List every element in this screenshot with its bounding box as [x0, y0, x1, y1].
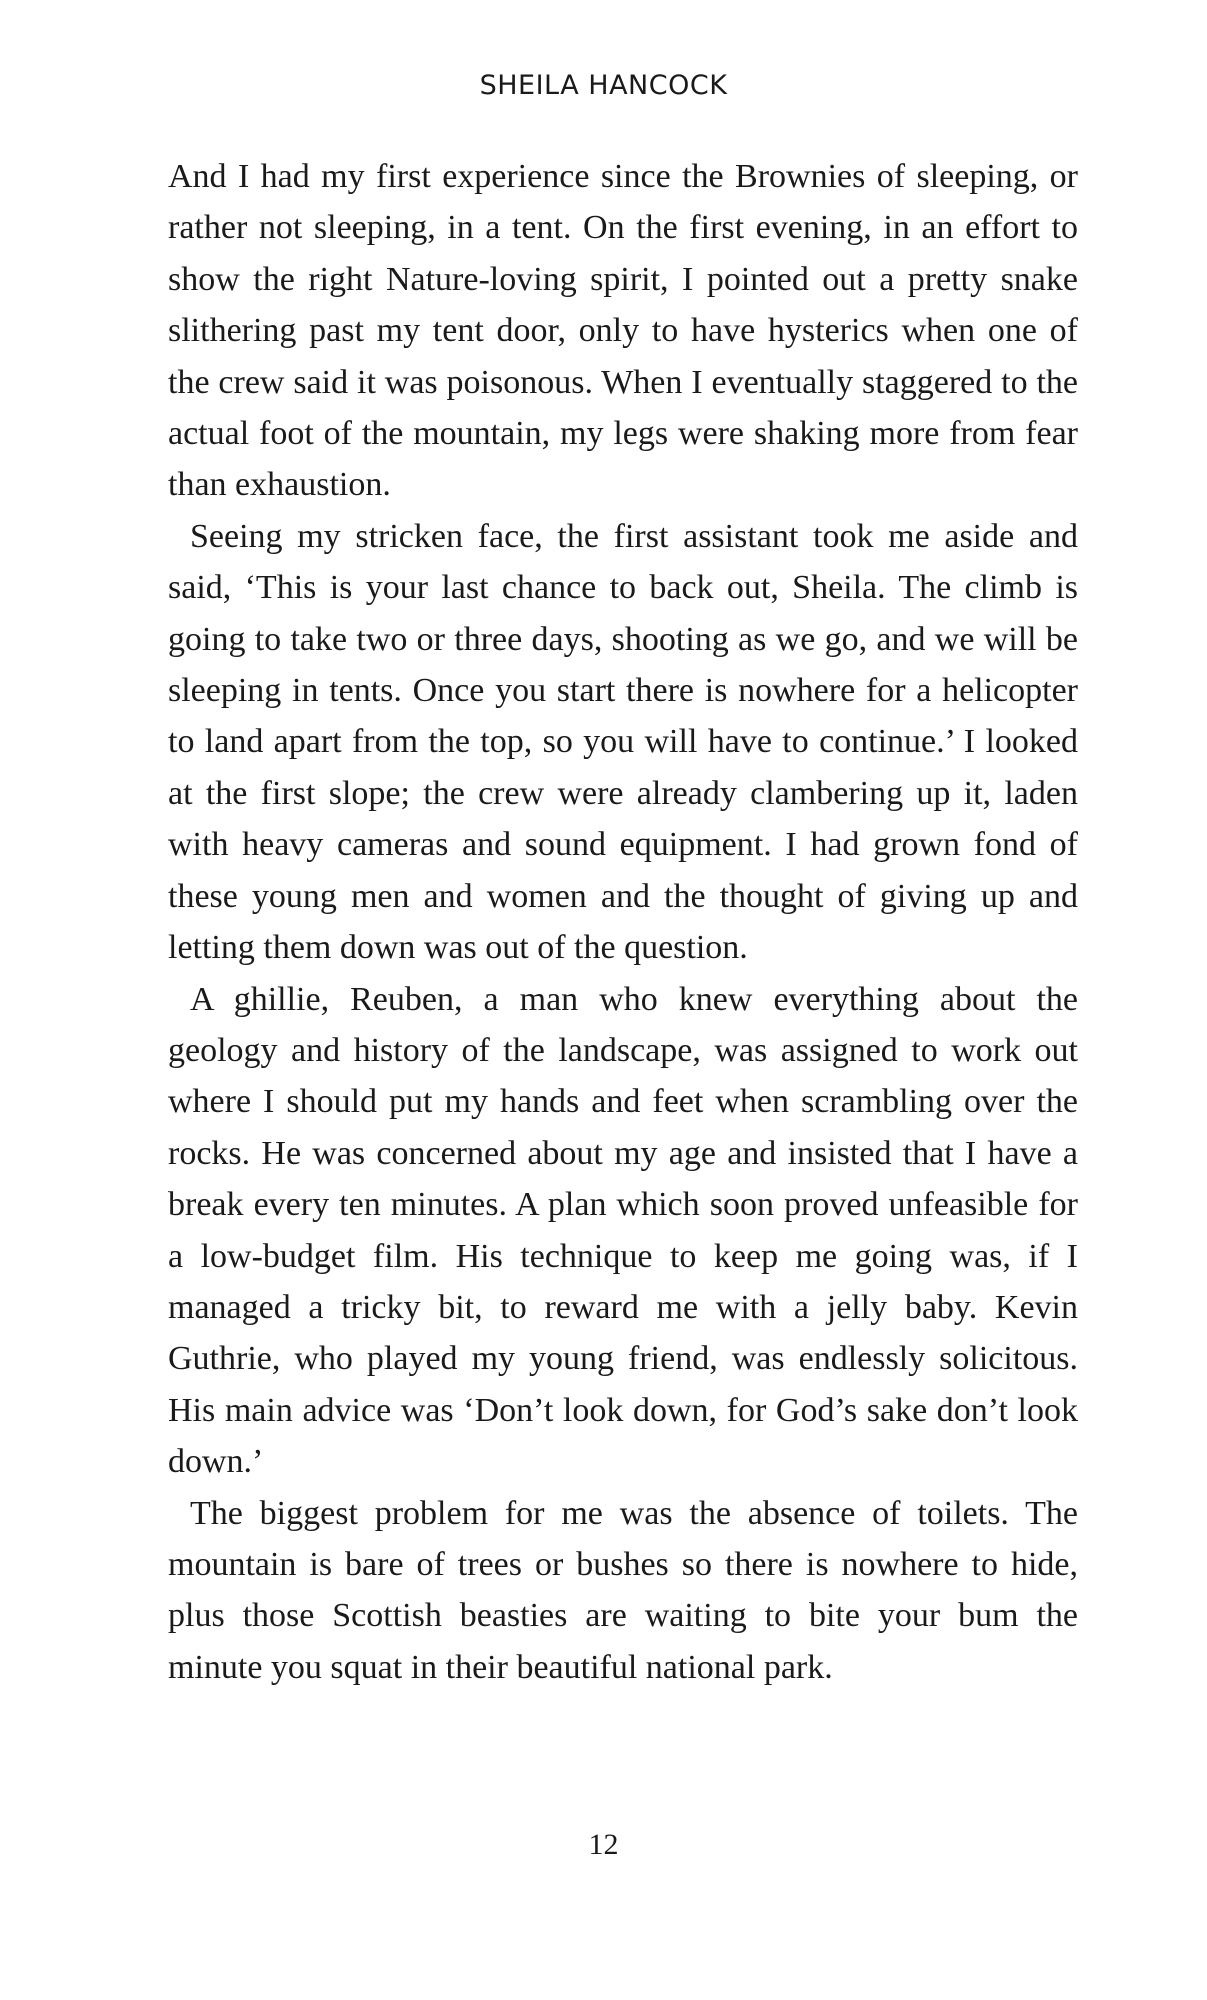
running-head: SHEILA HANCOCK: [479, 70, 728, 101]
paragraph-3: A ghillie, Reuben, a man who knew everything about the geology and history of the landscape, was assigned to work out where I should put my hands and feet when scrambling over the rocks. He was concerned about my age and insisted that I have a break every ten minutes. A plan which soon proved unfeasible for a low-budget film. His technique to keep me going was, if I managed a tricky bit, to reward me with a jelly baby. Kevin Guthrie, who played my young friend, was endlessly solicitous. His main advice was ‘Don’t look down, for God’s sake don’t look down.’: [168, 980, 1078, 1481]
page-number: 12: [588, 1828, 619, 1861]
paragraph-4: The biggest problem for me was the absence of toilets. The mountain is bare of trees or bushes so there is nowhere to hide, plus those Scottish beasties are waiting to bite your bum the minute you squat in their beautiful national park.: [168, 1494, 1078, 1686]
paragraph-2: Seeing my stricken face, the first assistant took me aside and said, ‘This is your last chance to back out, Sheila. The climb is going to take two or three days, shooting as we go, and we will be sleeping in tents. Once you start there is nowhere for a helicopter to land apart from the top, so you will have to continue.’ I looked at the first slope; the crew were already clambering up it, laden with heavy cameras and sound equipment. I had grown fond of these young men and women and the thought of giving up and letting them down was out of the question.: [168, 517, 1078, 967]
body-text: [168, 151, 1078, 1693]
paragraph-1: And I had my first experience since the Brownies of sleeping, or rather not sleeping, in a tent. On the first evening, in an effort to show the right Nature-loving spirit, I pointed out a pretty snake slithering past my tent door, only to have hysterics when one of the crew said it was poisonous. When I eventually staggered to the actual foot of the mountain, my legs were shaking more from fear than exhaustion.: [168, 158, 1078, 504]
